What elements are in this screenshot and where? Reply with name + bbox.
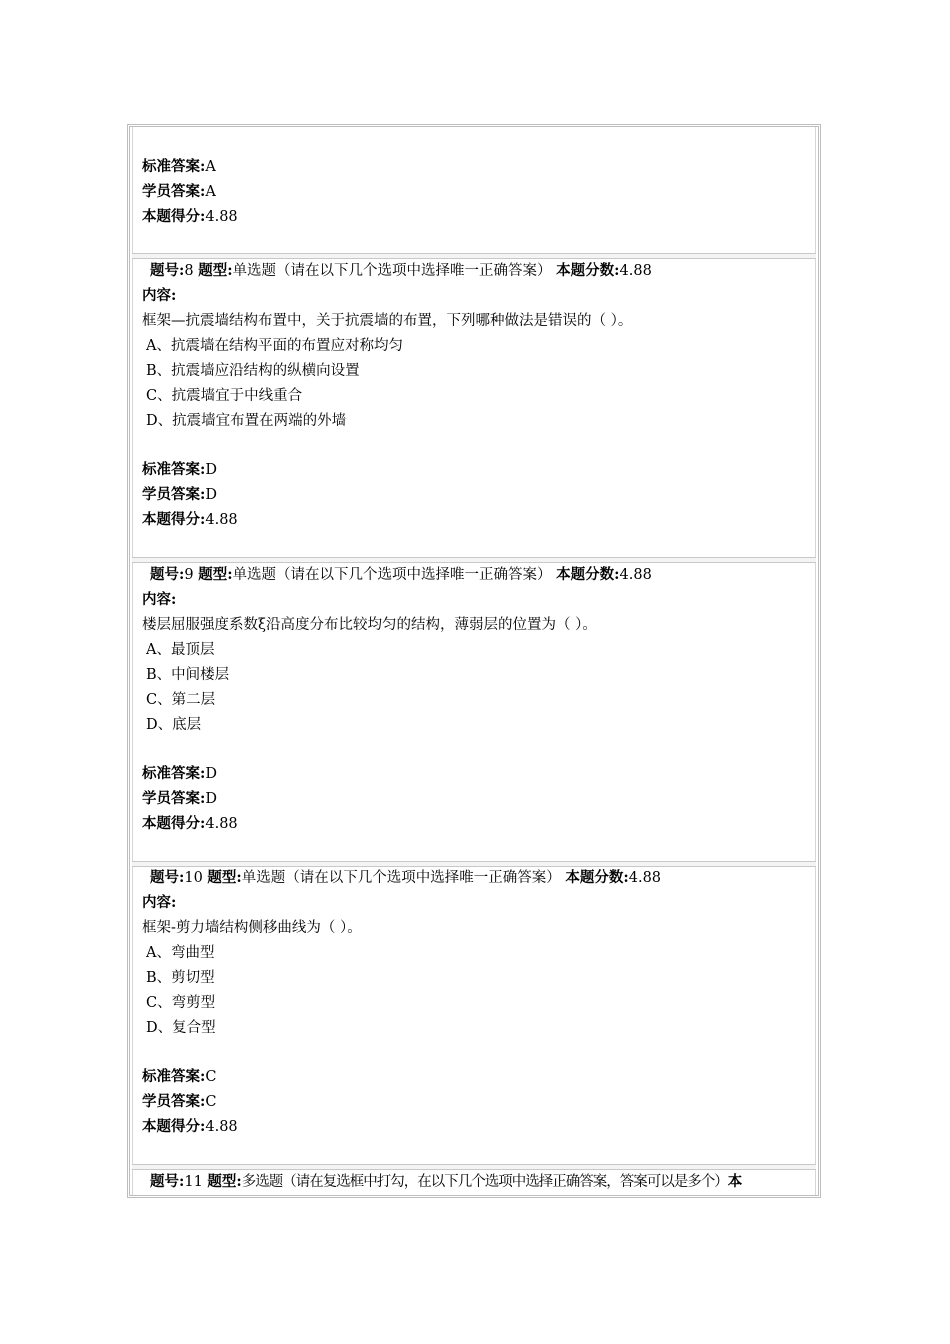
standard-answer-value: A [205, 159, 216, 175]
student-answer-label: 学员答案: [142, 1093, 206, 1110]
question-text: 框架—抗震墙结构布置中，关于抗震墙的布置，下列哪种做法是错误的（ ）。 [142, 313, 633, 329]
question-7-result [134, 127, 814, 255]
student-answer-value: A [205, 184, 216, 200]
question-points-label: 本题分数: [556, 262, 620, 279]
question-points-label-partial: 本 [727, 1173, 743, 1190]
question-type: 单选题（请在以下几个选项中选择唯一正确答案） [232, 567, 552, 583]
standard-answer-row [142, 765, 217, 783]
score-row [142, 1118, 238, 1136]
standard-answer-row [142, 461, 217, 479]
option-c: C、第二层 [146, 692, 216, 708]
option-a: A、最顶层 [146, 642, 215, 658]
student-answer-label: 学员答案: [142, 183, 206, 200]
option-d: D、底层 [146, 717, 202, 733]
standard-answer-label: 标准答案: [142, 1068, 206, 1085]
option-b: B、抗震墙应沿结构的纵横向设置 [146, 363, 360, 379]
student-answer-value: C [205, 1094, 217, 1110]
question-type: 单选题（请在以下几个选项中选择唯一正确答案） [241, 870, 561, 886]
score-value: 4.88 [205, 1119, 238, 1135]
content-label: 内容: [142, 591, 177, 608]
question-text: 楼层屈服强度系数ξ沿高度分布比较均匀的结构，薄弱层的位置为（ ）。 [142, 617, 597, 633]
question-points: 4.88 [619, 263, 652, 279]
question-header [150, 1173, 742, 1191]
student-answer-value: D [205, 487, 217, 503]
content-label: 内容: [142, 894, 177, 911]
standard-answer-value: D [205, 766, 217, 782]
question-header [150, 869, 661, 887]
standard-answer-label: 标准答案: [142, 765, 206, 782]
question-type-label: 题型: [198, 262, 233, 279]
student-answer-row [142, 183, 216, 201]
standard-answer-value: C [205, 1069, 217, 1085]
student-answer-label: 学员答案: [142, 790, 206, 807]
standard-answer-row [142, 1068, 216, 1086]
standard-answer-value: D [205, 462, 217, 478]
standard-answer-label: 标准答案: [142, 158, 206, 175]
option-a: A、弯曲型 [146, 945, 215, 961]
question-points-label: 本题分数: [565, 869, 629, 886]
question-type: 单选题（请在以下几个选项中选择唯一正确答案） [232, 263, 552, 279]
score-label: 本题得分: [142, 511, 206, 528]
question-header [150, 262, 652, 280]
question-points: 4.88 [619, 567, 652, 583]
question-11 [134, 1169, 814, 1198]
option-b: B、剪切型 [146, 970, 215, 986]
question-number-label: 题号: [150, 869, 185, 886]
question-number-label: 题号: [150, 1173, 185, 1190]
score-value: 4.88 [205, 512, 238, 528]
student-answer-row [142, 790, 217, 808]
question-type: 多选题（请在复选框中打勾，在以下几个选项中选择正确答案，答案可以是多个） [241, 1174, 728, 1190]
score-value: 4.88 [205, 209, 238, 225]
question-points-label: 本题分数: [556, 566, 620, 583]
question-8 [134, 258, 814, 556]
score-label: 本题得分: [142, 815, 206, 832]
question-type-label: 题型: [207, 1173, 242, 1190]
question-text: 框架-剪力墙结构侧移曲线为（ ）。 [142, 920, 362, 936]
student-answer-label: 学员答案: [142, 486, 206, 503]
student-answer-value: D [205, 791, 217, 807]
score-value: 4.88 [205, 816, 238, 832]
question-number: 8 [184, 263, 194, 279]
question-10 [134, 865, 814, 1163]
question-number: 10 [184, 870, 203, 886]
content-label: 内容: [142, 287, 177, 304]
frame-inner-left-rule [132, 127, 133, 1195]
score-row [142, 511, 238, 529]
score-label: 本题得分: [142, 208, 206, 225]
score-label: 本题得分: [142, 1118, 206, 1135]
option-d: D、抗震墙宜布置在两端的外墙 [146, 413, 347, 429]
frame-inner-right-rule [815, 127, 816, 1195]
standard-answer-row [142, 158, 216, 176]
question-type-label: 题型: [198, 566, 233, 583]
question-number-label: 题号: [150, 566, 185, 583]
question-points: 4.88 [628, 870, 662, 886]
score-row [142, 815, 238, 833]
option-c: C、抗震墙宜于中线重合 [146, 388, 303, 404]
score-row [142, 208, 238, 226]
question-9 [134, 562, 814, 860]
option-c: C、弯剪型 [146, 995, 216, 1011]
student-answer-row [142, 1093, 216, 1111]
standard-answer-label: 标准答案: [142, 461, 206, 478]
question-header [150, 566, 652, 584]
question-number: 11 [184, 1174, 203, 1190]
exam-results-frame [127, 124, 821, 1198]
question-number: 9 [184, 567, 194, 583]
student-answer-row [142, 486, 217, 504]
question-type-label: 题型: [207, 869, 242, 886]
option-a: A、抗震墙在结构平面的布置应对称均匀 [146, 338, 403, 354]
question-number-label: 题号: [150, 262, 185, 279]
option-b: B、中间楼层 [146, 667, 230, 683]
option-d: D、复合型 [146, 1020, 216, 1036]
